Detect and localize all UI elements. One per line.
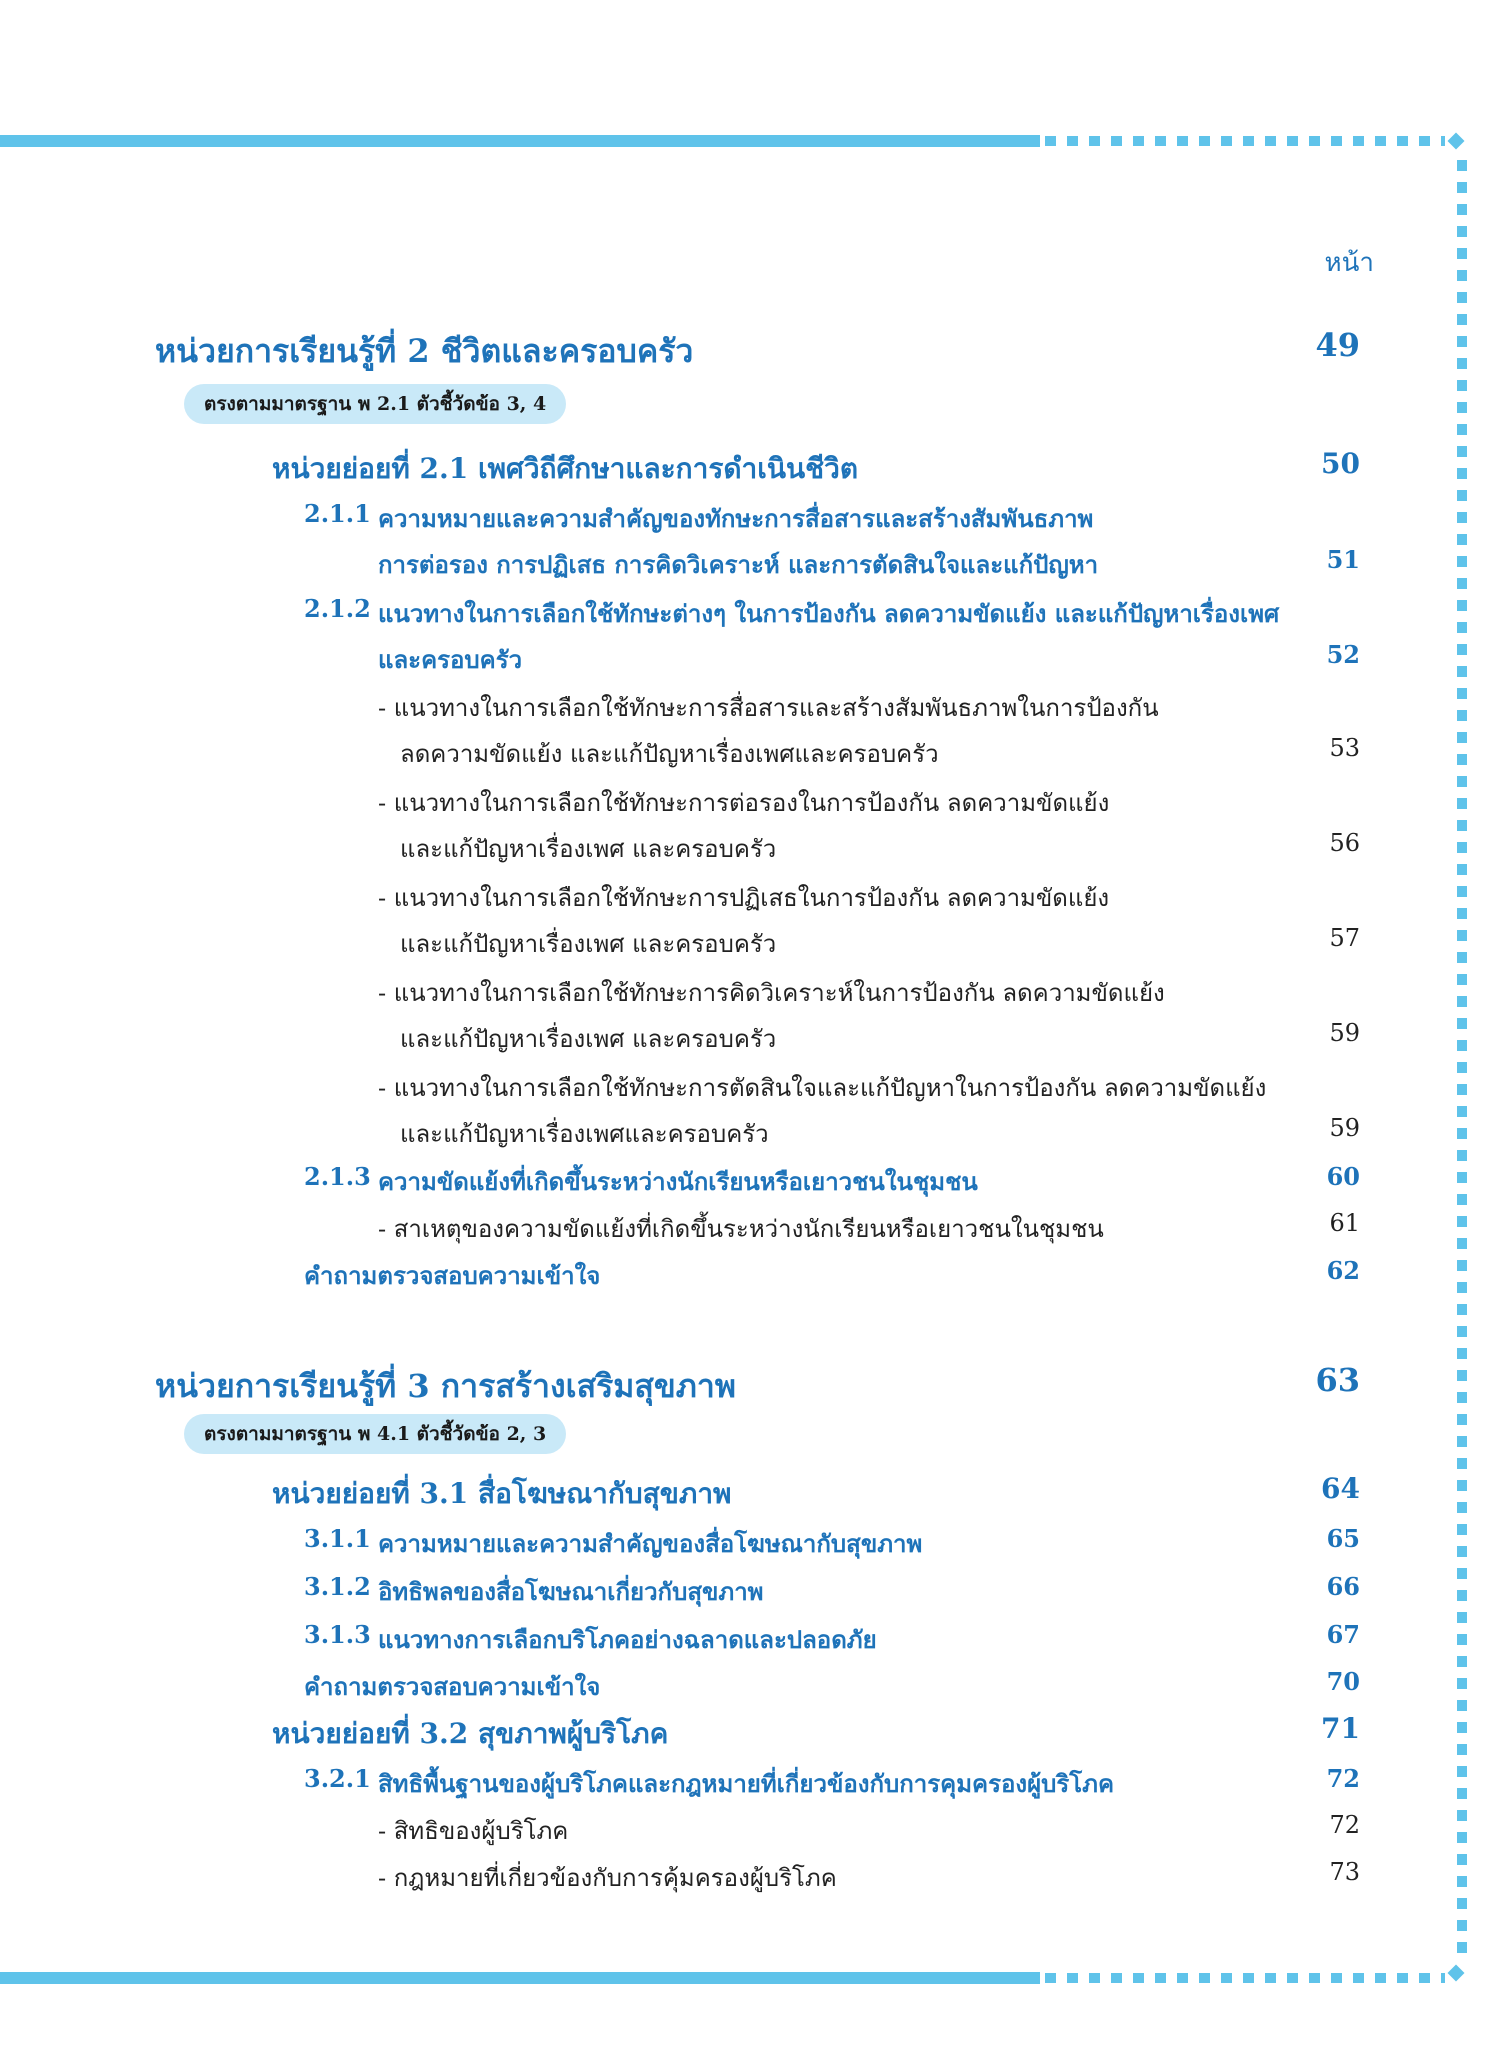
- toc-page-number: 67: [1326, 1620, 1360, 1649]
- frame-top-dashes: [1045, 136, 1445, 146]
- toc-page-number: 72: [1329, 1811, 1360, 1839]
- toc-page-number: 53: [1329, 734, 1360, 762]
- toc-page-number: 59: [1329, 1114, 1360, 1142]
- toc-page-number: 71: [1321, 1712, 1360, 1745]
- frame-top-bar: [0, 135, 1040, 147]
- frame-bottom-bar: [0, 1972, 1040, 1984]
- section-number: 3.1.3: [304, 1620, 371, 1649]
- toc-page-number: 64: [1321, 1472, 1360, 1505]
- toc-subunit-title: หน่วยย่อยที่ 3.2 สุขภาพผู้บริโภค: [272, 1717, 669, 1750]
- toc-subunit-title: หน่วยย่อยที่ 2.1 เพศวิถีศึกษาและการดำเนินชีวิต: [272, 452, 859, 485]
- toc-page-number: 60: [1326, 1162, 1360, 1191]
- item-title: - สิทธิของผู้บริโภค: [378, 1817, 569, 1845]
- item-title-cont: และแก้ปัญหาเรื่องเพศ และครอบครัว: [400, 1025, 777, 1053]
- toc-page-number: 66: [1326, 1572, 1360, 1601]
- toc-page-number: 65: [1326, 1524, 1360, 1553]
- section-number: 3.1.1: [304, 1524, 371, 1553]
- toc-page-number: 70: [1326, 1667, 1360, 1696]
- section-title: สิทธิพื้นฐานของผู้บริโภคและกฎหมายที่เกี่ยวข้องกับการคุมครองผู้บริโภค: [378, 1769, 1115, 1798]
- item-title: - แนวทางในการเลือกใช้ทักษะการต่อรองในการป้องกัน ลดความขัดแย้ง: [378, 789, 1110, 817]
- toc-page-number: 56: [1329, 829, 1360, 857]
- toc-page-number: 62: [1326, 1256, 1360, 1285]
- toc-page-number: 63: [1315, 1361, 1360, 1399]
- item-title-cont: และแก้ปัญหาเรื่องเพศ และครอบครัว: [400, 930, 777, 958]
- toc-page-number: 52: [1326, 640, 1360, 669]
- frame-corner-dot-top: [1448, 133, 1465, 150]
- toc-page-number: 59: [1329, 1019, 1360, 1047]
- toc-unit-title: หน่วยการเรียนรู้ที่ 3 การสร้างเสริมสุขภาพ: [155, 1367, 736, 1405]
- toc-page-number: 61: [1329, 1209, 1360, 1237]
- item-title-cont: ลดความขัดแย้ง และแก้ปัญหาเรื่องเพศและครอบครัว: [400, 740, 939, 768]
- section-title-cont: และครอบครัว: [378, 645, 523, 674]
- toc-subunit-title: หน่วยย่อยที่ 3.1 สื่อโฆษณากับสุขภาพ: [272, 1477, 732, 1510]
- section-number: 2.1.2: [304, 594, 371, 623]
- review-title: คำถามตรวจสอบความเข้าใจ: [304, 1261, 601, 1290]
- toc-page-number: 72: [1326, 1764, 1360, 1793]
- item-title: - สาเหตุของความขัดแย้งที่เกิดขึ้นระหว่างนักเรียนหรือเยาวชนในชุมชน: [378, 1215, 1104, 1243]
- section-title: ความหมายและความสำคัญของทักษะการสื่อสารและสร้างสัมพันธภาพ: [378, 504, 1094, 533]
- toc-page-number: 57: [1329, 924, 1360, 952]
- page-column-header: หน้า: [1324, 248, 1374, 278]
- frame-corner-dot-bottom: [1448, 1965, 1465, 1982]
- frame-bottom-dashes: [1045, 1973, 1445, 1983]
- item-title: - แนวทางในการเลือกใช้ทักษะการตัดสินใจและแก้ปัญหาในการป้องกัน ลดความขัดแย้ง: [378, 1074, 1267, 1102]
- item-title-cont: และแก้ปัญหาเรื่องเพศ และครอบครัว: [400, 835, 777, 863]
- item-title: - แนวทางในการเลือกใช้ทักษะการคิดวิเคราะห์ในการป้องกัน ลดความขัดแย้ง: [378, 979, 1165, 1007]
- toc-page-number: 49: [1315, 326, 1360, 364]
- frame-right-dashes: [1457, 160, 1467, 1955]
- standard-badge: ตรงตามมาตรฐาน พ 2.1 ตัวชี้วัดข้อ 3, 4: [184, 384, 566, 424]
- section-number: 2.1.1: [304, 499, 371, 528]
- section-title-cont: การต่อรอง การปฏิเสธ การคิดวิเคราะห์ และการตัดสินใจและแก้ปัญหา: [378, 550, 1099, 579]
- toc-page-number: 50: [1321, 447, 1360, 480]
- standard-badge: ตรงตามมาตรฐาน พ 4.1 ตัวชี้วัดข้อ 2, 3: [184, 1414, 566, 1454]
- item-title-cont: และแก้ปัญหาเรื่องเพศและครอบครัว: [400, 1120, 769, 1148]
- toc-page-number: 73: [1329, 1858, 1360, 1886]
- toc-page-number: 51: [1326, 545, 1360, 574]
- section-number: 3.2.1: [304, 1764, 371, 1793]
- item-title: - กฎหมายที่เกี่ยวข้องกับการคุ้มครองผู้บริโภค: [378, 1864, 837, 1892]
- section-title: แนวทางการเลือกบริโภคอย่างฉลาดและปลอดภัย: [378, 1625, 877, 1654]
- section-title: ความขัดแย้งที่เกิดขึ้นระหว่างนักเรียนหรือเยาวชนในชุมชน: [378, 1167, 978, 1196]
- toc-unit-title: หน่วยการเรียนรู้ที่ 2 ชีวิตและครอบครัว: [155, 332, 694, 370]
- item-title: - แนวทางในการเลือกใช้ทักษะการปฏิเสธในการป้องกัน ลดความขัดแย้ง: [378, 884, 1110, 912]
- section-number: 3.1.2: [304, 1572, 371, 1601]
- section-number: 2.1.3: [304, 1162, 371, 1191]
- section-title: ความหมายและความสำคัญของสื่อโฆษณากับสุขภาพ: [378, 1529, 923, 1558]
- section-title: อิทธิพลของสื่อโฆษณาเกี่ยวกับสุขภาพ: [378, 1577, 764, 1606]
- item-title: - แนวทางในการเลือกใช้ทักษะการสื่อสารและสร้างสัมพันธภาพในการป้องกัน: [378, 694, 1159, 722]
- section-title: แนวทางในการเลือกใช้ทักษะต่างๆ ในการป้องกัน ลดความขัดแย้ง และแก้ปัญหาเรื่องเพศ: [378, 599, 1280, 628]
- review-title: คำถามตรวจสอบความเข้าใจ: [304, 1672, 601, 1701]
